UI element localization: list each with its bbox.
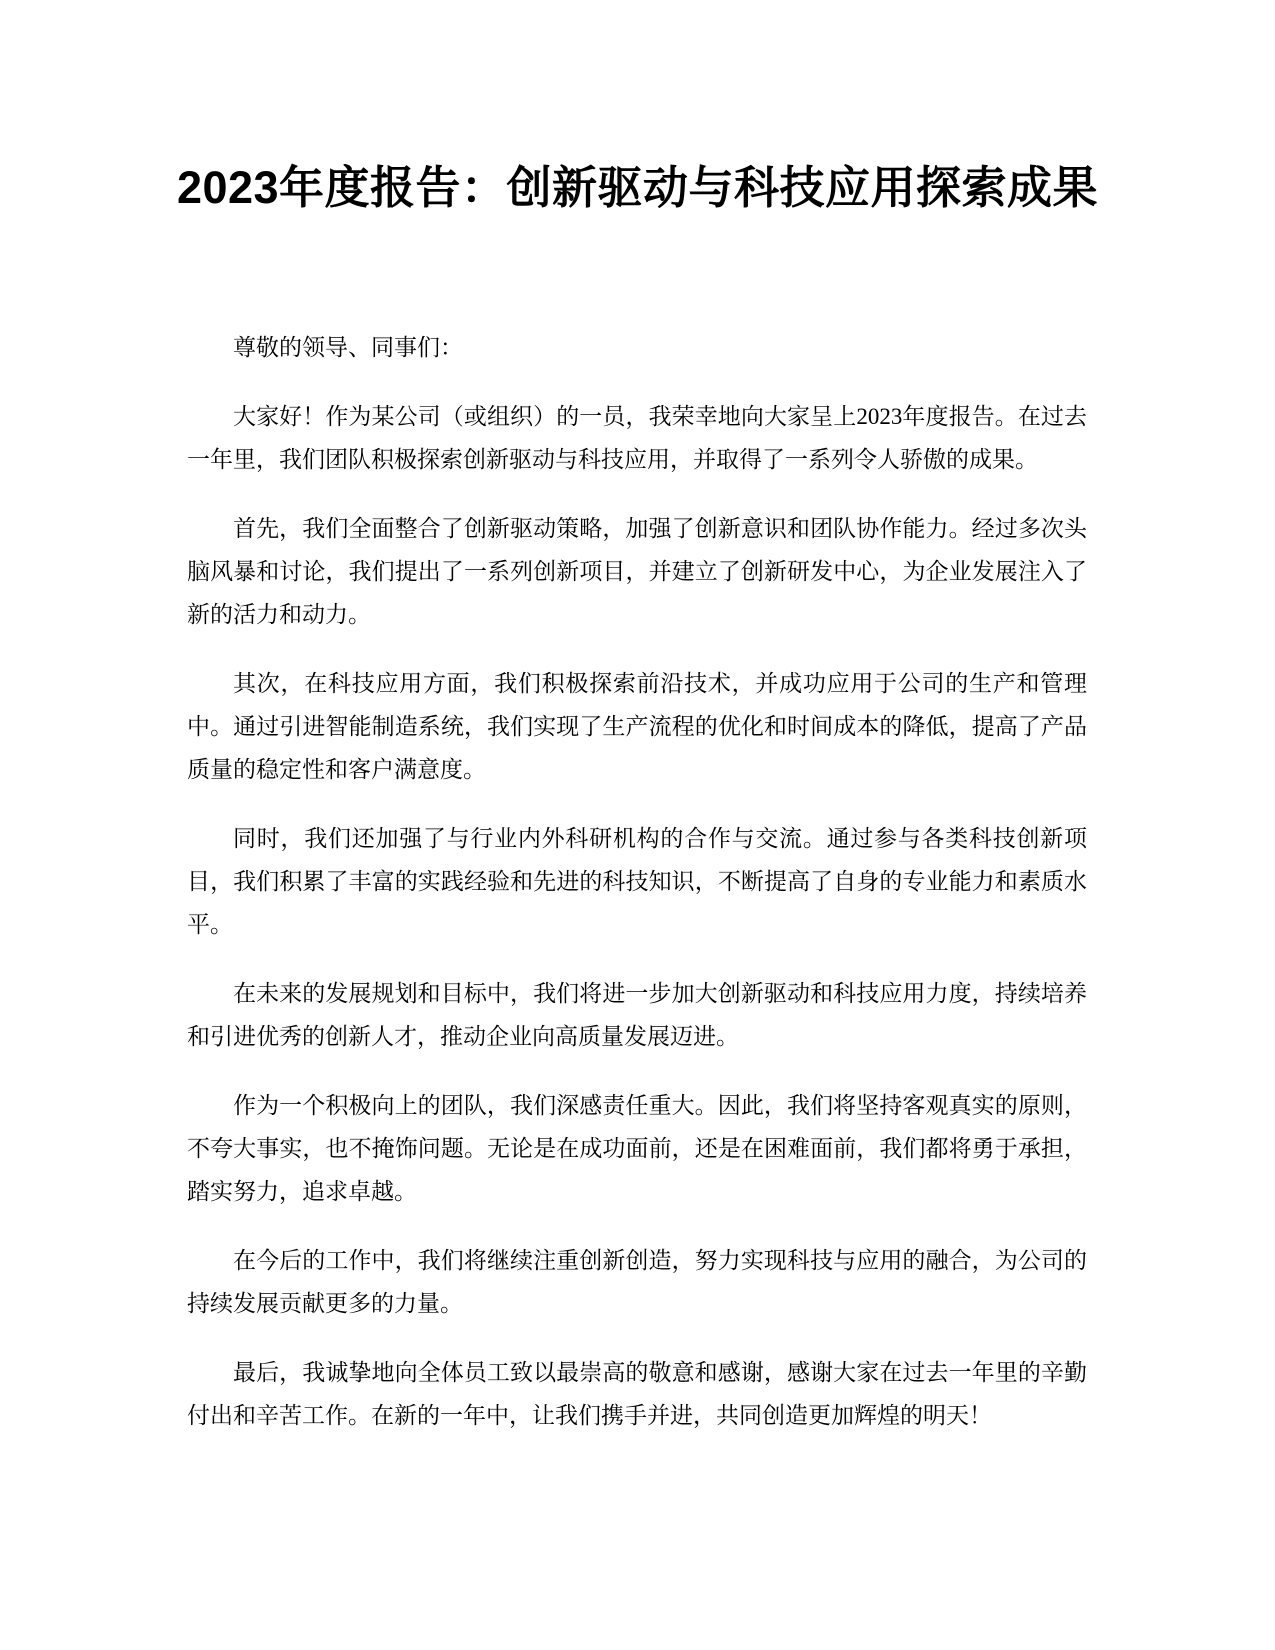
paragraph-6: 作为一个积极向上的团队，我们深感责任重大。因此，我们将坚持客观真实的原则，不夸大事实，也不掩饰问题。无论是在成功面前，还是在困难面前，我们都将勇于承担，踏实努力，追求卓越。 — [187, 1093, 1087, 1204]
paragraph-1: 大家好！作为某公司（或组织）的一员，我荣幸地向大家呈上2023年度报告。在过去一年里，我们团队积极探索创新驱动与科技应用，并取得了一系列令人骄傲的成果。 — [187, 404, 1087, 472]
paragraph-2: 首先，我们全面整合了创新驱动策略，加强了创新意识和团队协作能力。经过多次头脑风暴和讨论，我们提出了一系列创新项目，并建立了创新研发中心，为企业发展注入了新的活力和动力。 — [187, 516, 1087, 627]
paragraph-salutation: 尊敬的领导、同事们： — [233, 335, 463, 360]
paragraph-4: 同时，我们还加强了与行业内外科研机构的合作与交流。通过参与各类科技创新项目，我们积累了丰富的实践经验和先进的科技知识，不断提高了自身的专业能力和素质水平。 — [187, 826, 1087, 937]
paragraph-8: 最后，我诚挚地向全体员工致以最崇高的敬意和感谢，感谢大家在过去一年里的辛勤付出和辛苦工作。在新的一年中，让我们携手并进，共同创造更加辉煌的明天！ — [187, 1360, 1087, 1428]
paragraph-7: 在今后的工作中，我们将继续注重创新创造，努力实现科技与应用的融合，为公司的持续发展贡献更多的力量。 — [187, 1248, 1087, 1316]
document-title: 2023年度报告：创新驱动与科技应用探索成果 — [176, 162, 1099, 213]
paragraph-5: 在未来的发展规划和目标中，我们将进一步加大创新驱动和科技应用力度，持续培养和引进优秀的创新人才，推动企业向高质量发展迈进。 — [187, 981, 1087, 1049]
paragraph-3: 其次，在科技应用方面，我们积极探索前沿技术，并成功应用于公司的生产和管理中。通过引进智能制造系统，我们实现了生产流程的优化和时间成本的降低，提高了产品质量的稳定性和客户满意度。 — [187, 671, 1087, 782]
document-body — [187, 326, 1087, 1463]
